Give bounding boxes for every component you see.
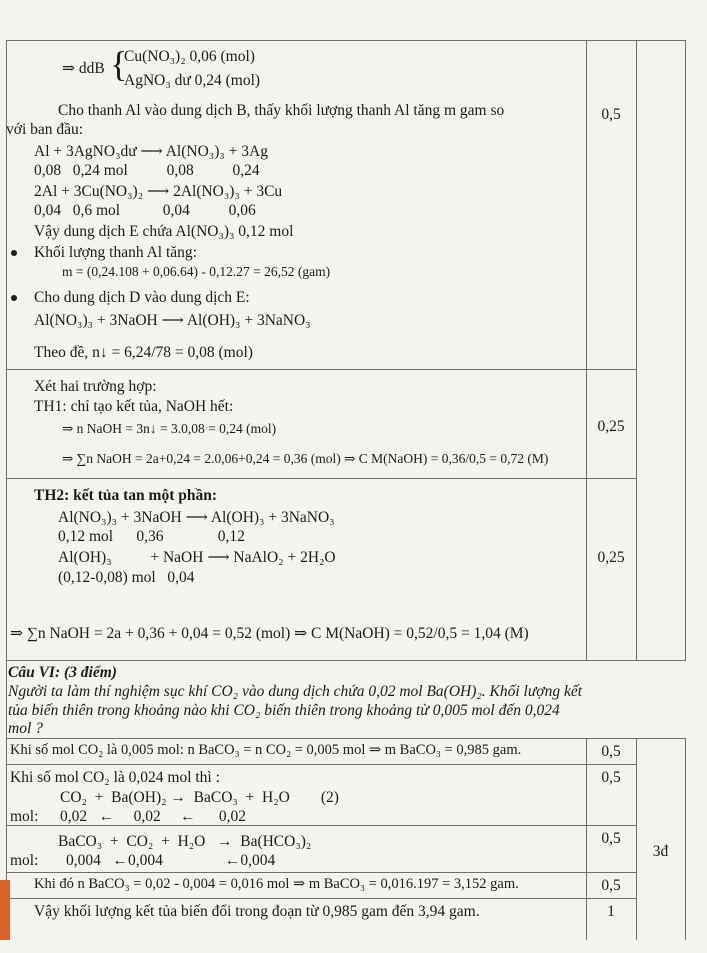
case1-naoh-moles: ⇒ n NaOH = 3n↓ = 3.0,08 = 0,24 (mol) (62, 421, 277, 436)
row-divider-9 (6, 898, 637, 899)
total-column-left-border (636, 40, 637, 660)
ddb-line-1: Cu(NO₃)₂ 0,06 (mol) (124, 48, 255, 65)
score-cell: 0,5 (601, 877, 621, 894)
orange-edge-tab (0, 880, 10, 940)
score-cell: 0,25 (597, 418, 625, 435)
row-divider-2 (6, 369, 637, 370)
bullet-mass-increase: Khối lượng thanh Al tăng: (34, 244, 197, 261)
mass-equation: m = (0,24.108 + 0,06.64) - 0,12.27 = 26,52 (gam) (62, 264, 331, 279)
score-cell: 0,25 (597, 549, 625, 566)
q6-row-2-moles: 0,02 ← 0,02 ← 0,02 (60, 808, 246, 825)
table-right-border (685, 40, 686, 660)
equation-al-agno3: Al + 3AgNO₃dư ⟶ Al(NO₃)₃ + 3Ag (34, 143, 268, 160)
question6-title: Câu VI: (3 điểm) (8, 664, 117, 681)
case2-title: TH2: kết tủa tan một phần: (34, 487, 218, 504)
score-column-left-border (586, 40, 587, 660)
equation-alno3-naoh: Al(NO₃)₃ + 3NaOH ⟶ Al(OH)₃ + 3NaNO₃ (34, 312, 311, 329)
score-cell: 1 (607, 903, 615, 920)
table-left-border (6, 40, 7, 940)
total-column-left-border-q6 (636, 738, 637, 940)
precipitate-moles: Theo đề, n↓ = 6,24/78 = 0,08 (mol) (34, 344, 253, 361)
q6-row-4: Khi đó n BaCO₃ = 0,02 - 0,004 = 0,016 mol ⇒ m BaCO₃ = 0,016.197 = 3,152 gam. (34, 876, 519, 892)
row-divider-6 (6, 764, 637, 765)
intro-line-1: Cho thanh Al vào dung dịch B, thấy khối lượng thanh Al tăng m gam so (58, 102, 505, 119)
equation-al-agno3-moles: 0,08 0,24 mol 0,08 0,24 (34, 162, 260, 179)
table-right-border-q6 (685, 738, 686, 940)
q6-row-3-equation: BaCO₃ + CO₂ + H₂O → Ba(HCO₃)₂ (58, 833, 312, 850)
two-cases-heading: Xét hai trường hợp: (34, 378, 157, 395)
q6-row-2: Khi số mol CO₂ là 0,024 mol thì : (10, 769, 220, 786)
row-divider-3 (6, 478, 637, 479)
ddb-brace: { (110, 44, 128, 84)
intro-line-2: với ban đầu: (6, 121, 84, 138)
question6-text-2: tủa biến thiên trong khoảng nào khi CO₂ biến thiên trong khoảng từ 0,005 mol đến 0,024 (8, 702, 560, 719)
case2-equation-2: Al(OH)₃ + NaOH ⟶ NaAlO₂ + 2H₂O (58, 549, 336, 566)
q6-row-2-equation: CO₂ + Ba(OH)₂ → BaCO₃ + H₂O (2) (60, 789, 339, 806)
row-divider-4 (6, 660, 686, 661)
question6-text-3: mol ? (8, 720, 43, 737)
score-cell: 0,5 (601, 743, 621, 760)
score-cell: 0,5 (601, 106, 621, 123)
row-divider-8 (6, 872, 637, 873)
case2-concentration: ⇒ ∑n NaOH = 2a + 0,36 + 0,04 = 0,52 (mol) ⇒ C M(NaOH) = 0,52/0,5 = 1,04 (M) (10, 625, 529, 642)
equation-al-cuno3-moles: 0,04 0,6 mol 0,04 0,06 (34, 202, 256, 219)
solution-e-contents: Vậy dung dịch E chứa Al(NO₃)₃ 0,12 mol (34, 223, 294, 240)
total-score: 3đ (652, 843, 669, 860)
q6-row-5: Vậy khối lượng kết tủa biến đổi trong đoạn từ 0,985 gam đến 3,94 gam. (34, 903, 480, 920)
question6-text-1: Người ta làm thí nghiệm sục khí CO₂ vào dung dịch chứa 0,02 mol Ba(OH)₂. Khối lượng kết (8, 683, 583, 700)
q6-row-3-mol-label: mol: (10, 852, 39, 869)
q6-row-1: Khi số mol CO₂ là 0,005 mol: n BaCO₃ = n CO₂ = 0,005 mol ⇒ m BaCO₃ = 0,985 gam. (10, 742, 522, 758)
ddb-prefix: ⇒ ddB (62, 60, 105, 77)
bullet-icon (11, 295, 17, 301)
case1-title: TH1: chỉ tạo kết tủa, NaOH hết: (34, 398, 234, 415)
row-divider-7 (6, 825, 637, 826)
q6-row-2-mol-label: mol: (10, 808, 39, 825)
bullet-add-solution: Cho dung dịch D vào dung dịch E: (34, 289, 250, 306)
case1-concentration: ⇒ ∑n NaOH = 2a+0,24 = 2.0,06+0,24 = 0,36 (mol) ⇒ C M(NaOH) = 0,36/0,5 = 0,72 (M) (62, 451, 549, 466)
row-divider-1 (6, 40, 686, 41)
score-cell: 0,5 (601, 769, 621, 786)
ddb-line-2: AgNO₃ dư 0,24 (mol) (124, 72, 261, 89)
equation-al-cuno3: 2Al + 3Cu(NO₃)₂ ⟶ 2Al(NO₃)₃ + 3Cu (34, 183, 283, 200)
case2-equation-1: Al(NO₃)₃ + 3NaOH ⟶ Al(OH)₃ + 3NaNO₃ (58, 509, 335, 526)
q6-row-3-moles: 0,004 ←0,004 ←0,004 (66, 852, 276, 869)
row-divider-5 (6, 738, 686, 739)
score-cell: 0,5 (601, 830, 621, 847)
case2-equation-1-moles: 0,12 mol 0,36 0,12 (58, 528, 245, 545)
bullet-icon (11, 250, 17, 256)
case2-equation-2-moles: (0,12-0,08) mol 0,04 (58, 569, 195, 586)
